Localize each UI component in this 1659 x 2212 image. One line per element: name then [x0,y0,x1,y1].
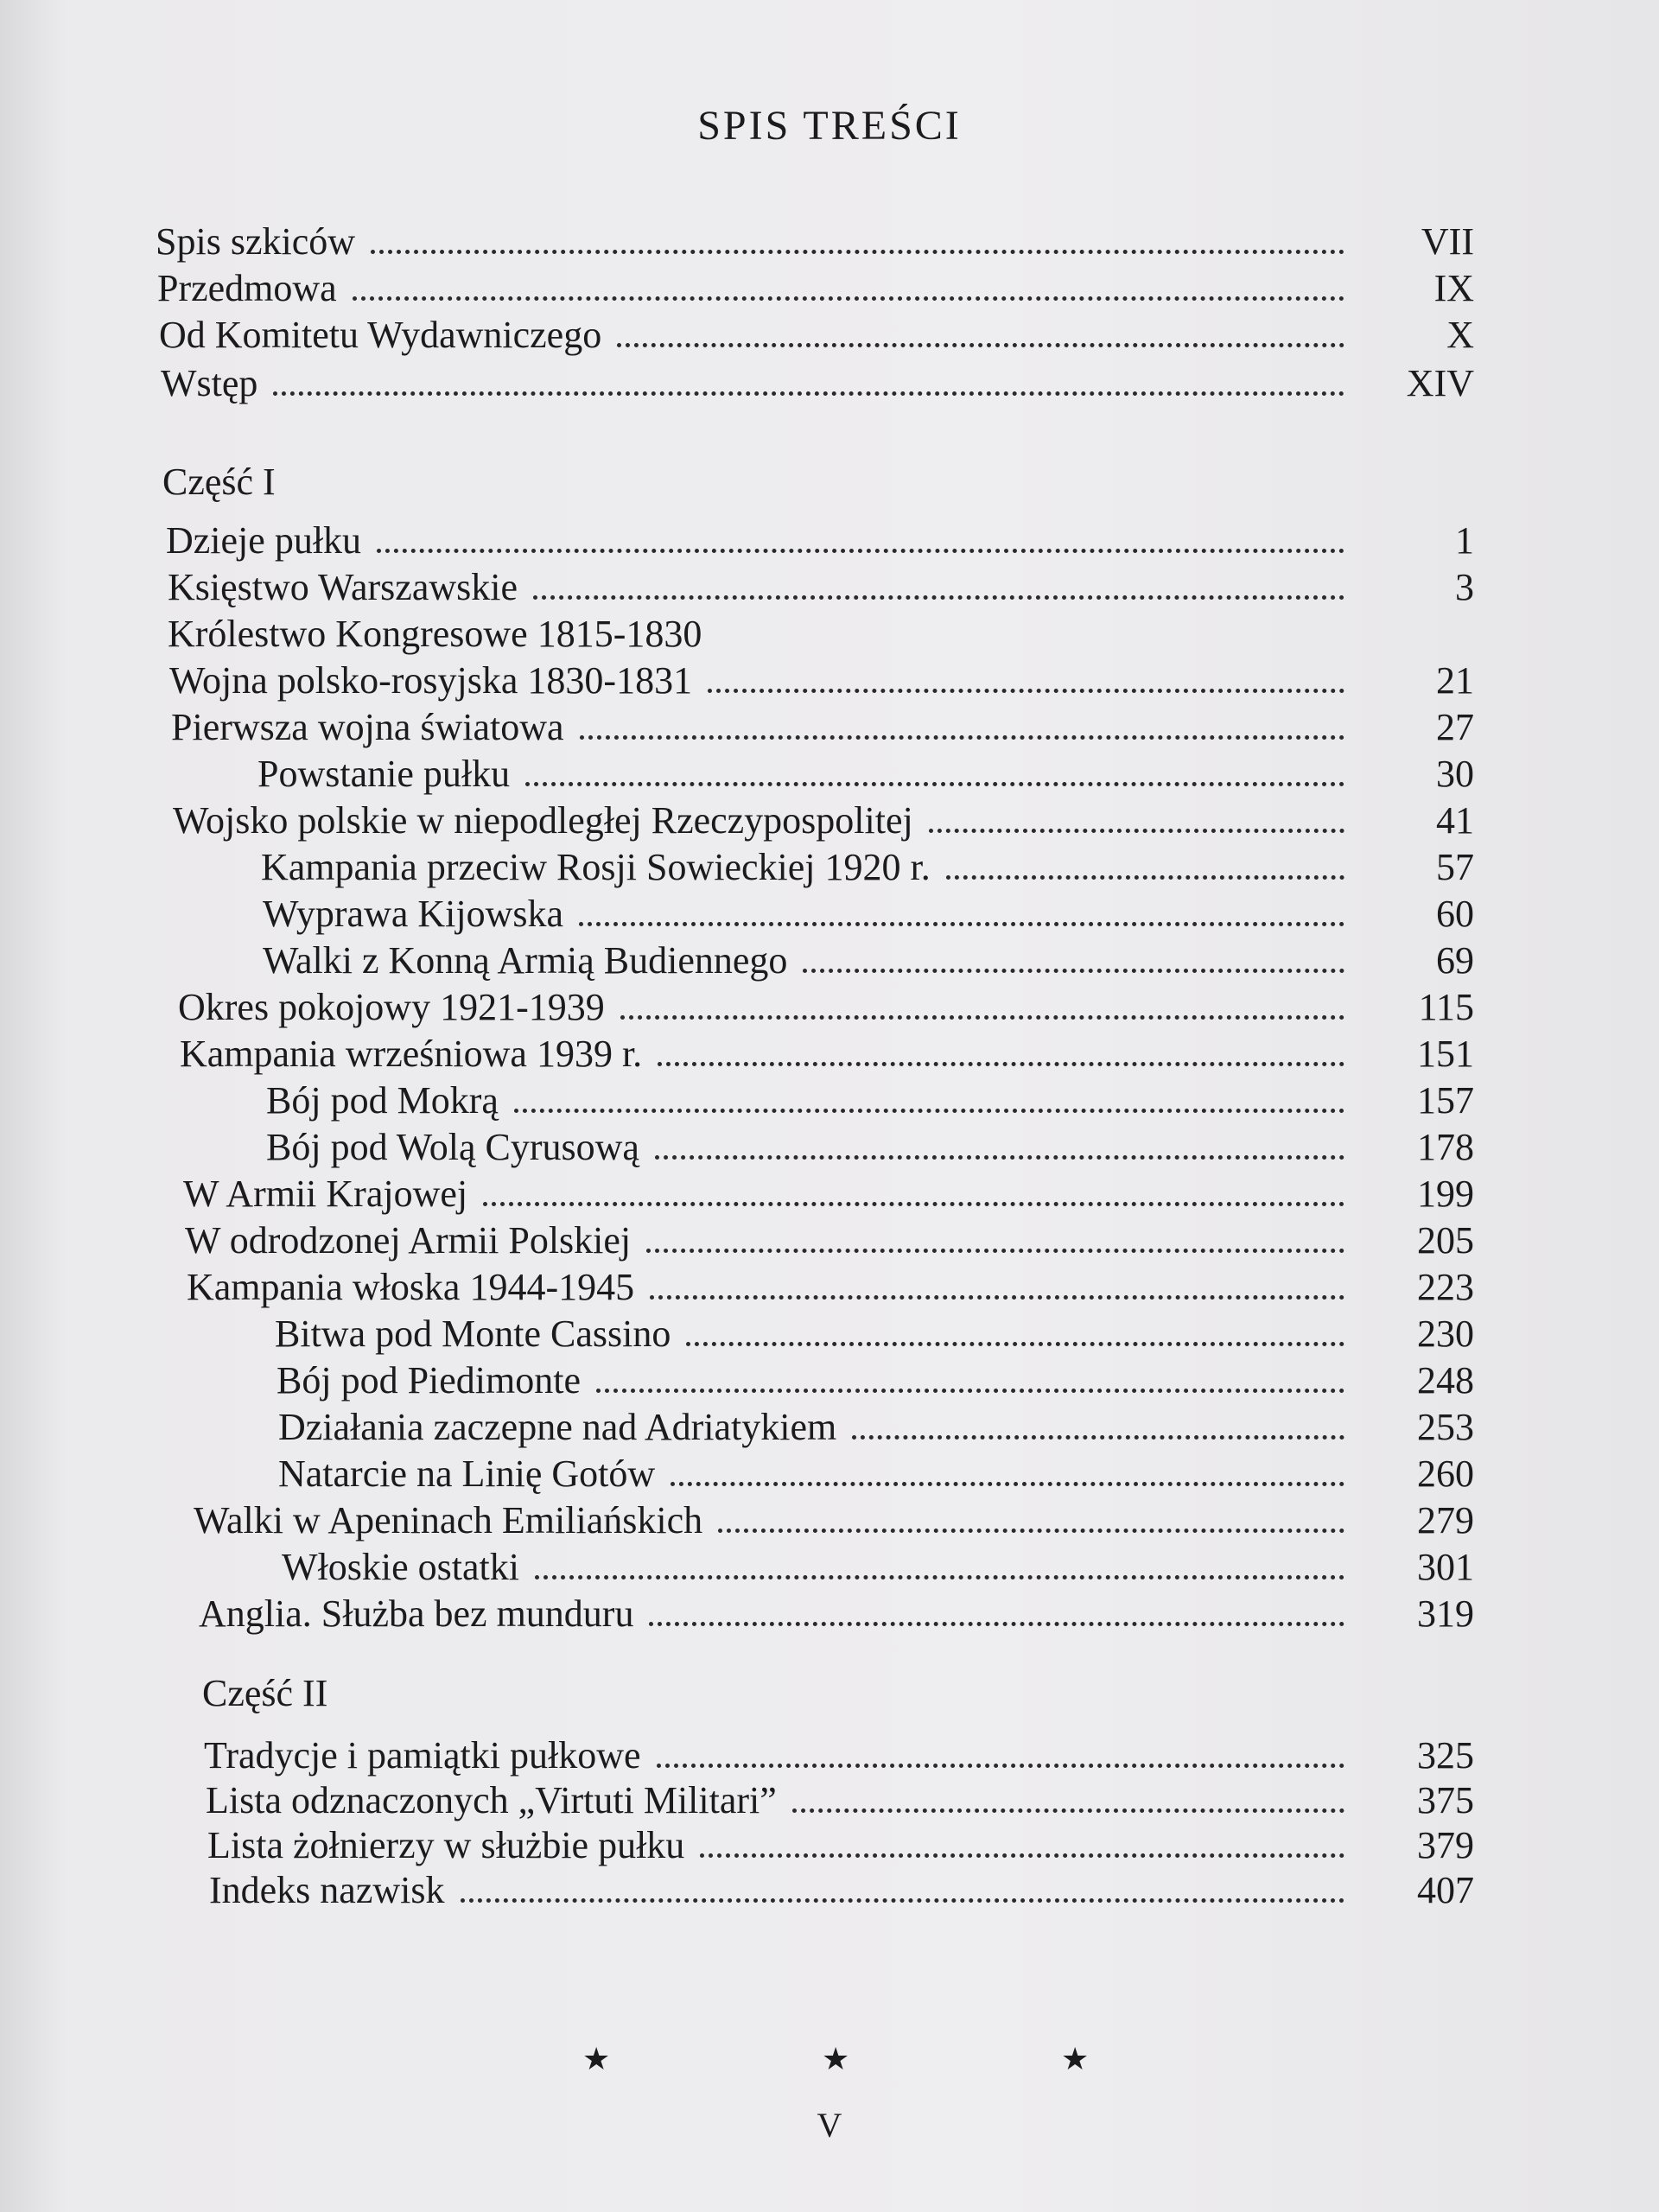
entry-page-number: XIV [1406,362,1474,404]
entry-page-number: 151 [1417,1033,1474,1075]
entry-title: Pierwsza wojna światowa [171,706,564,748]
entry-page-number: 21 [1436,659,1474,702]
entry-title: Lista żołnierzy w służbie pułku [207,1824,685,1866]
toc-entry [278,1405,1474,1452]
star-icon: ★ [582,2042,611,2076]
entry-page-number: 27 [1436,706,1474,748]
dot-leader [377,549,1344,553]
toc-entry [257,752,1474,798]
part-heading: Część I [162,461,276,503]
entry-title: Od Komitetu Wydawniczego [159,314,602,356]
toc-entry [263,892,1474,938]
toc-entry [173,798,1474,845]
entry-page-number: 57 [1436,846,1474,888]
dot-leader [371,250,1344,254]
entry-title: Walki w Apeninach Emiliańskich [194,1499,703,1541]
entry-title: Bitwa pod Monte Cassino [275,1313,671,1355]
entry-page-number: 223 [1417,1266,1474,1308]
toc-entry [157,266,1474,313]
entry-page-number: 407 [1417,1869,1474,1911]
dot-leader [514,1109,1344,1113]
dot-leader [649,1622,1344,1626]
entry-title: Okres pokojowy 1921-1939 [178,986,605,1028]
entry-title: W Armii Krajowej [183,1173,468,1215]
dot-leader [929,829,1344,833]
toc-entry [207,1823,1474,1870]
toc-entry [261,845,1474,892]
entry-title: Przedmowa [157,267,337,309]
dot-leader [353,296,1344,301]
entry-page-number: 205 [1417,1219,1474,1262]
entry-title: Wojsko polskie w niepodległej Rzeczypospolitej [173,799,913,842]
toc-entry [183,1172,1474,1218]
entry-page-number: 199 [1417,1173,1474,1215]
entry-page-number: 157 [1417,1079,1474,1122]
toc-entry [266,1125,1474,1172]
dot-leader [580,735,1344,740]
toc-entry [209,1868,1474,1915]
toc-entry [169,658,1474,705]
entry-title: Indeks nazwisk [209,1869,445,1911]
star-icon: ★ [1061,2042,1090,2076]
entry-page-number: 301 [1417,1546,1474,1588]
entry-page-number: 319 [1417,1592,1474,1635]
entry-page-number: 1 [1455,519,1474,562]
toc-entry [180,1032,1474,1078]
dot-leader [655,1155,1344,1160]
star-icon: ★ [822,2042,850,2076]
entry-page-number: 178 [1417,1126,1474,1168]
dot-leader [792,1808,1344,1813]
dot-leader [671,1482,1344,1486]
toc-entry [178,985,1474,1032]
entry-page-number: VII [1421,220,1474,263]
toc-entry [206,1778,1474,1825]
entry-title: Księstwo Warszawskie [168,566,518,608]
dot-leader [617,343,1344,347]
entry-page-number: 41 [1436,799,1474,842]
dot-leader [525,782,1344,786]
entry-title: Kampania włoska 1944-1945 [187,1266,635,1308]
page-title: SPIS TREŚCI [697,103,962,149]
toc-entry [171,705,1474,752]
entry-page-number: IX [1433,267,1474,309]
dot-leader [700,1853,1344,1858]
dot-leader [946,875,1344,880]
dot-leader [650,1295,1344,1300]
dot-leader [273,391,1344,396]
entry-page-number: X [1446,314,1474,356]
dot-leader [483,1202,1344,1206]
dot-leader [852,1435,1344,1440]
entry-page-number: 379 [1417,1824,1474,1866]
dot-leader [461,1898,1345,1903]
star-ornament [0,2041,1659,2075]
entry-page-number: 3 [1455,566,1474,608]
entry-page-number: 375 [1417,1779,1474,1821]
entry-title: Działania zaczepne nad Adriatykiem [278,1406,837,1448]
dot-leader [646,1249,1344,1253]
dot-leader [803,969,1344,973]
entry-page-number: 230 [1417,1313,1474,1355]
toc-entry [187,1265,1474,1312]
dot-leader [718,1529,1344,1533]
toc-entry [276,1358,1474,1405]
entry-title: Bój pod Piedimonte [276,1359,581,1402]
toc-entry [156,219,1474,266]
dot-leader [533,595,1344,600]
dot-leader [620,1015,1344,1020]
toc-entry [199,1592,1474,1638]
entry-title: W odrodzonej Armii Polskiej [185,1219,632,1262]
toc-entry [266,1078,1474,1125]
dot-leader [658,1062,1344,1066]
toc-entry [275,1312,1474,1358]
entry-title: Bój pod Mokrą [266,1079,499,1122]
toc-entry [263,938,1474,985]
entry-page-number: 69 [1436,939,1474,982]
entry-title: Lista odznaczonych „Virtuti Militari” [206,1779,777,1821]
entry-page-number: 248 [1417,1359,1474,1402]
dot-leader [708,689,1344,693]
entry-page-number: 60 [1436,893,1474,935]
toc-entry [168,612,1474,658]
entry-title: Natarcie na Linię Gotów [278,1452,656,1495]
dot-leader [596,1389,1344,1393]
entry-title: Wojna polsko-rosyjska 1830-1831 [169,659,693,702]
toc-entry [282,1545,1474,1592]
entry-title: Anglia. Służba bez munduru [199,1592,634,1635]
toc-entry [166,518,1474,565]
page-number-footer: V [817,2106,842,2145]
entry-page-number: 115 [1418,986,1474,1028]
toc-entry [278,1452,1474,1498]
entry-title: Włoskie ostatki [282,1546,519,1588]
toc-entry [204,1733,1474,1780]
entry-title: Kampania wrześniowa 1939 r. [180,1033,643,1075]
toc-entry [185,1218,1474,1265]
entry-title: Królestwo Kongresowe 1815-1830 [168,613,702,655]
toc-entry [168,565,1474,612]
toc-entry [194,1498,1474,1545]
dot-leader [686,1342,1344,1346]
entry-title: Bój pod Wolą Cyrusową [266,1126,639,1168]
toc-entry [161,361,1474,408]
entry-title: Spis szkiców [156,220,355,263]
part-heading: Część II [202,1672,328,1714]
dot-leader [579,922,1344,926]
entry-title: Wstęp [161,362,258,404]
entry-page-number: 279 [1417,1499,1474,1541]
dot-leader [657,1764,1344,1768]
entry-title: Walki z Konną Armią Budiennego [263,939,788,982]
toc-entry [159,313,1474,359]
entry-title: Tradycje i pamiątki pułkowe [204,1734,641,1777]
entry-title: Dzieje pułku [166,519,362,562]
entry-title: Powstanie pułku [257,753,511,795]
entry-page-number: 30 [1436,753,1474,795]
dot-leader [535,1575,1344,1580]
entry-page-number: 253 [1417,1406,1474,1448]
entry-title: Wyprawa Kijowska [263,893,564,935]
entry-page-number: 260 [1417,1452,1474,1495]
entry-page-number: 325 [1417,1734,1474,1777]
entry-title: Kampania przeciw Rosji Sowieckiej 1920 r. [261,846,931,888]
